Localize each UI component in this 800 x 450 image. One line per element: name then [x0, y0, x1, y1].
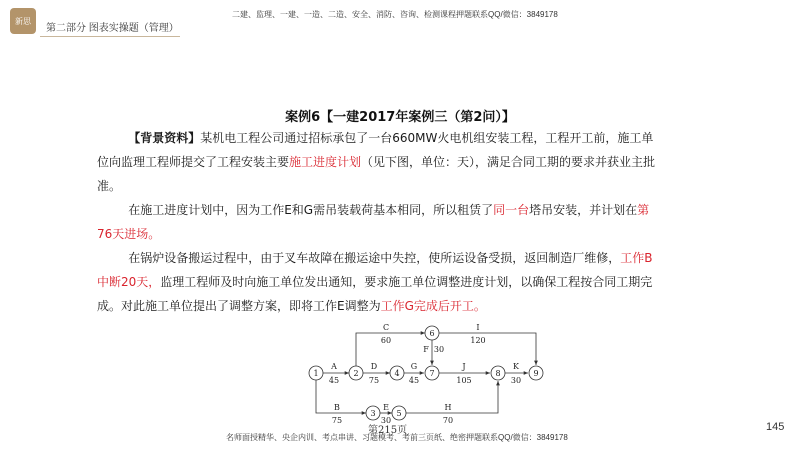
node-7-label: 7 — [429, 369, 435, 378]
paragraph-2 — [97, 198, 657, 246]
node-4-label: 4 — [394, 369, 400, 378]
slide-number: 145 — [766, 421, 785, 433]
node-3-label: 3 — [370, 409, 376, 418]
highlight-text: 施工进度计划 — [289, 155, 362, 169]
activity-g-duration: 45 — [408, 376, 420, 385]
top-promo-text: 二建、监理、一建、一造、二造、安全、消防、咨询、检测课程押题联系QQ/微信：3849178 — [232, 10, 558, 19]
activity-h-name: H — [444, 403, 452, 412]
paragraph-3 — [97, 246, 657, 318]
activity-a-duration: 45 — [328, 376, 340, 385]
node-9-label: 9 — [533, 369, 539, 378]
page-header — [0, 0, 800, 44]
activity-b-name: B — [334, 403, 340, 412]
activity-arrow-h — [406, 381, 498, 413]
node-5-label: 5 — [396, 409, 402, 418]
highlight-text: 同一台 — [493, 203, 530, 217]
activity-d-duration: 75 — [368, 376, 380, 385]
paragraph-text: 塔吊安装，并计划在 — [529, 203, 638, 217]
node-8-label: 8 — [495, 369, 501, 378]
case-background — [97, 126, 657, 318]
activity-a-name: A — [331, 362, 337, 371]
header-divider — [40, 36, 180, 37]
bottom-promo-text: 名师面授精华、央企内训、考点串讲、习题模考、考前三页纸、绝密押题联系QQ/微信：3849178 — [226, 433, 568, 442]
activity-b-duration: 75 — [331, 416, 343, 424]
activity-e-duration: 30 — [380, 416, 392, 424]
paragraph-text: （见下图，单位：天），满足合同工期的要求并获业主批准。 — [97, 155, 656, 193]
activity-arrow-b — [316, 380, 366, 413]
activity-k-name: K — [513, 362, 519, 371]
activity-arrow-i — [439, 333, 536, 365]
activity-j-name: J — [462, 362, 466, 371]
activity-j-duration: 105 — [456, 376, 472, 385]
node-2-label: 2 — [353, 369, 359, 378]
node-6-label: 6 — [429, 329, 435, 338]
paragraph-text: 在施工进度计划中，因为工作E和G需吊装载荷基本相同，所以租赁了 — [128, 203, 494, 217]
section-label: 第二部分 图表实操题（管理） — [46, 23, 179, 34]
activity-h-duration: 70 — [442, 416, 454, 424]
highlight-text: 工作B中断20天， — [97, 251, 653, 289]
paragraph-text: 某机电工程公司通过招标承包了一台660MW火电机组安装工程，工程开工前，施工单位向监理工程师提交了工程安装主要 — [97, 131, 654, 169]
logo-text: 新思 — [15, 16, 31, 26]
activity-f-name: F — [423, 345, 429, 354]
activity-i-name: I — [476, 324, 480, 332]
activity-g-name: G — [410, 362, 418, 371]
page-number: 第215页 — [368, 425, 408, 436]
brand-logo — [10, 8, 36, 34]
activity-c-name: C — [382, 324, 390, 332]
activity-c-duration: 60 — [380, 336, 392, 345]
background-label: 【背景资料】 — [128, 131, 201, 145]
network-diagram — [300, 324, 550, 424]
case-title: 案例6【一建2017年案例三（第2问）】 — [285, 110, 515, 125]
activity-k-duration: 30 — [510, 376, 522, 385]
highlight-text: 第76天进场。 — [97, 203, 650, 241]
paragraph-text: 在锅炉设备搬运过程中，由于叉车故障在搬运途中失控，使所运设备受损，返回制造厂维修， — [128, 251, 621, 265]
highlight-text: 工作G完成后开工。 — [380, 299, 486, 313]
paragraph-1 — [97, 126, 657, 198]
activity-i-duration: 120 — [470, 336, 486, 345]
activity-d-name: D — [370, 362, 378, 371]
activity-e-name: E — [383, 403, 389, 412]
paragraph-text: 监理工程师及时向施工单位发出通知，要求施工单位调整进度计划，以确保工程按合同工期完成。对此施工单位提出了调整方案，即将工作E调整为 — [97, 275, 653, 313]
activity-f-duration: 30 — [433, 345, 445, 354]
node-1-label: 1 — [313, 369, 319, 378]
